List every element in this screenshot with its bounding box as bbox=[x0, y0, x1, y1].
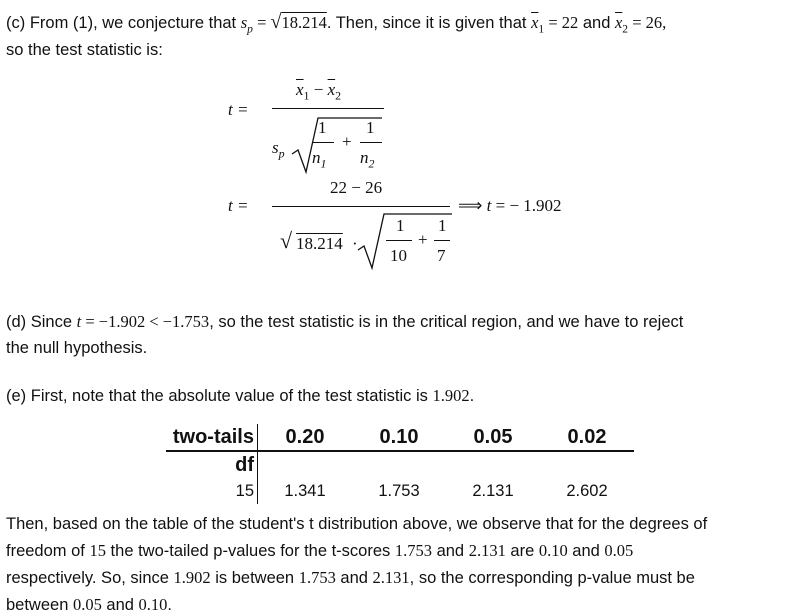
formula1-n1 bbox=[312, 148, 326, 171]
formula2-numerator: 22 − 26 bbox=[330, 178, 383, 197]
c2a: freedom of bbox=[6, 542, 90, 560]
formula2-bar-a bbox=[386, 240, 412, 241]
table-col-002: 0.02 bbox=[567, 425, 607, 448]
formula1-numerator bbox=[296, 80, 341, 103]
formula1-den-sp bbox=[272, 138, 285, 161]
x1-value: = 22 bbox=[544, 13, 579, 32]
sp-subscript: p bbox=[247, 23, 253, 36]
formula1-one-b: 1 bbox=[366, 118, 375, 137]
formula2-t-lhs: t = bbox=[228, 196, 249, 215]
part-d-line-1 bbox=[6, 312, 683, 332]
equals-sign: = bbox=[252, 13, 271, 32]
num-x1-bar: $\overline{x}$ bbox=[296, 80, 304, 99]
c3c: is between bbox=[210, 569, 299, 587]
c4c: and bbox=[101, 596, 139, 614]
formula1-main-bar bbox=[272, 108, 384, 109]
num-x2-bar: $\overline{x}$ bbox=[327, 80, 336, 99]
x2-value: = 26, bbox=[628, 13, 667, 32]
part-d-math: = −1.902 < −1.753 bbox=[81, 312, 210, 331]
c3f: 2.131 bbox=[372, 568, 410, 587]
n2-sub: 2 bbox=[368, 156, 375, 171]
conclusion-line-4 bbox=[6, 595, 172, 615]
table-col-020: 0.20 bbox=[285, 425, 325, 448]
formula2-main-bar bbox=[272, 206, 450, 207]
c2h: 0.10 bbox=[538, 541, 568, 560]
formula1-bar-a bbox=[312, 142, 334, 143]
num-x1-sub: 1 bbox=[303, 88, 310, 103]
part-c-line-1 bbox=[6, 12, 666, 39]
c4e: . bbox=[167, 596, 173, 614]
part-e-suffix: . bbox=[469, 387, 475, 405]
formula2-sqrt-icon-a: √ bbox=[280, 228, 293, 253]
part-d-t: t bbox=[76, 312, 82, 331]
c4a: between bbox=[6, 596, 73, 614]
table-col-005: 0.05 bbox=[473, 425, 513, 448]
formula2-sqrt-value: 18.214 bbox=[296, 234, 343, 253]
part-c-line-2: so the test statistic is: bbox=[6, 41, 163, 59]
formula1-bar-b bbox=[360, 142, 382, 143]
part-d-suffix: , so the test statistic is in the critical region, and we have to reject bbox=[209, 313, 684, 331]
x1-bar-symbol: $\overline{x}$ bbox=[531, 13, 539, 32]
table-row-df: 15 bbox=[166, 478, 258, 504]
formula2-ten: 10 bbox=[390, 246, 407, 265]
n1-sub: 1 bbox=[320, 156, 327, 171]
sp-symbol: s bbox=[240, 13, 248, 32]
c3e: and bbox=[335, 569, 373, 587]
c3a: respectively. So, since bbox=[6, 569, 174, 587]
formula2-one-a: 1 bbox=[396, 216, 405, 235]
part-d-line-2: the null hypothesis. bbox=[6, 339, 148, 357]
t-distribution-table bbox=[166, 424, 634, 504]
table-row bbox=[166, 478, 634, 504]
sp-sqrt-value: 18.214 bbox=[281, 13, 327, 32]
formula2-result bbox=[458, 196, 562, 216]
conclusion-line-1: Then, based on the table of the student's t distribution above, we observe that for the degrees of bbox=[6, 515, 708, 533]
table-cell: 2.131 bbox=[472, 481, 514, 500]
sqrt-icon: √ bbox=[270, 11, 282, 33]
formula1-plus: + bbox=[342, 132, 352, 151]
formula1-one-a: 1 bbox=[318, 118, 327, 137]
formula1-t-lhs: t = bbox=[228, 100, 249, 119]
c3b: 1.902 bbox=[173, 568, 211, 587]
table-col-010: 0.10 bbox=[379, 425, 419, 448]
table-header-row bbox=[166, 424, 634, 451]
formula2-seven: 7 bbox=[437, 246, 446, 265]
table-df-row bbox=[166, 451, 634, 478]
formula2-plus: + bbox=[418, 230, 428, 249]
conclusion-line-2 bbox=[6, 541, 633, 561]
c2c: the two-tailed p-values for the t-scores bbox=[105, 542, 395, 560]
formula2-one-b: 1 bbox=[438, 216, 447, 235]
c2i: and bbox=[567, 542, 605, 560]
part-e-prefix: (e) First, note that the absolute value of the test statistic is bbox=[6, 387, 433, 405]
x2-subscript: 2 bbox=[622, 23, 629, 36]
part-e-value: 1.902 bbox=[432, 386, 470, 405]
formula2-bar-b bbox=[434, 240, 450, 241]
part-d-prefix: (d) Since bbox=[6, 313, 77, 331]
n1: n bbox=[312, 148, 321, 167]
and-text: and bbox=[578, 14, 615, 32]
c4b: 0.05 bbox=[72, 595, 102, 614]
table-df-label: df bbox=[166, 451, 258, 478]
c2g: are bbox=[505, 542, 539, 560]
n2: n bbox=[360, 148, 369, 167]
formula2-dot: · bbox=[352, 234, 358, 253]
part-e-line bbox=[6, 386, 474, 406]
formula1-n2 bbox=[360, 148, 374, 171]
den-sp-sub: p bbox=[278, 146, 285, 161]
c2d: 1.753 bbox=[394, 541, 432, 560]
result-t: t bbox=[486, 196, 492, 215]
num-x2-sub: 2 bbox=[335, 88, 342, 103]
table-cell: 1.341 bbox=[284, 481, 326, 500]
c2e: and bbox=[431, 542, 469, 560]
c4d: 0.10 bbox=[138, 595, 168, 614]
c2f: 2.131 bbox=[468, 541, 506, 560]
conclusion-line-3 bbox=[6, 568, 695, 588]
x1-subscript: 1 bbox=[538, 23, 545, 36]
table-cell: 2.602 bbox=[566, 481, 608, 500]
c3d: 1.753 bbox=[298, 568, 336, 587]
part-c-prefix: (c) From (1), we conjecture that bbox=[6, 14, 241, 32]
implies-arrow-icon: ⟹ bbox=[458, 196, 487, 215]
c2j: 0.05 bbox=[604, 541, 634, 560]
c3g: , so the corresponding p-value must be bbox=[409, 569, 695, 587]
part-c-mid: . Then, since it is given that bbox=[326, 14, 532, 32]
c2b: 15 bbox=[89, 541, 106, 560]
table-header-label: two-tails bbox=[166, 424, 258, 451]
table-cell: 1.753 bbox=[378, 481, 420, 500]
num-minus: − bbox=[309, 80, 328, 99]
x2-bar-symbol: $\overline{x}$ bbox=[614, 13, 623, 32]
den-sp: s bbox=[272, 138, 279, 157]
result-value: = − 1.902 bbox=[491, 196, 562, 215]
